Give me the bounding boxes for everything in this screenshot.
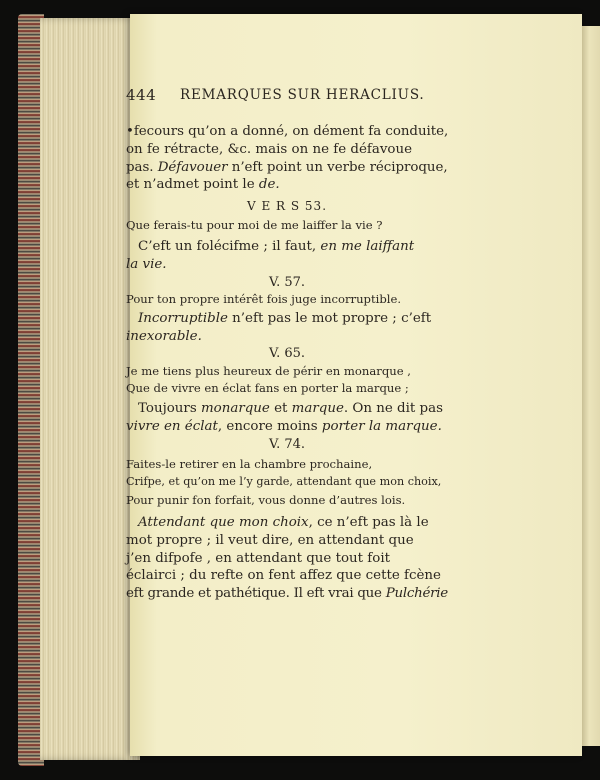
verse-line: [126, 216, 448, 234]
running-title: REMARQUES SUR HERACLIUS.: [180, 87, 425, 103]
text-run: V. 57.: [268, 275, 306, 290]
page-stack-edge: [40, 18, 140, 760]
italic-run: marque: [291, 401, 344, 416]
italic-run: inexorable.: [126, 329, 202, 344]
italic-run: de.: [258, 177, 280, 192]
text-line: [126, 328, 448, 346]
text-run: V. 74.: [268, 437, 306, 452]
verse-line: [126, 491, 448, 509]
text-run: Que ferais-tu pour moi de me laiffer la vie ?: [126, 218, 383, 232]
text-run: Que de vivre en éclat fans en porter la marque ;: [126, 381, 409, 395]
text-line: [126, 418, 448, 436]
text-run: éclairci ; du refte on fent affez que cette fcène: [126, 568, 441, 583]
text-run: Pour punir fon forfait, vous donne d’autres lois.: [126, 493, 406, 507]
text-run: on fe rétracte, &c. mais on ne fe défavoue: [126, 142, 413, 157]
text-run: eft grande et pathétique. Il eft vrai que: [126, 586, 386, 601]
text-run: Je me tiens plus heureux de périr en monarque ,: [126, 364, 411, 378]
italic-run: Pulchérie: [385, 586, 448, 601]
text-line: [126, 141, 448, 159]
text-run: , encore moins: [217, 419, 322, 434]
italic-run: vivre en éclat: [126, 419, 218, 434]
text-run: j’en difpofe , en attendant que tout foit: [126, 551, 390, 566]
italic-run: Attendant que mon choix: [138, 515, 309, 530]
text-run: Toujours: [138, 401, 201, 416]
italic-run: Incorruptible: [138, 311, 228, 326]
text-line: [126, 567, 448, 585]
verse-line: [126, 379, 448, 397]
text-run: V E R S 53.: [246, 199, 328, 213]
italic-run: en me laiffant: [320, 239, 415, 254]
verse-line: [126, 473, 448, 491]
verse-line: [126, 362, 448, 380]
text-run: Faites-le retirer en la chambre prochaine,: [126, 457, 373, 471]
text-run: mot propre ; il veut dire, en attendant que: [126, 533, 414, 548]
text-line: [138, 310, 448, 328]
running-header: [126, 86, 448, 106]
italic-run: la vie.: [126, 257, 167, 272]
page-number: 444: [126, 86, 157, 104]
text-line: [138, 238, 448, 256]
italic-run: porter la marque.: [321, 419, 442, 434]
text-line: [138, 400, 448, 418]
text-run: n’eft pas le mot propre ; c’eft: [227, 311, 432, 326]
text-run: et: [269, 401, 292, 416]
text-line: [126, 176, 448, 194]
text-run: Crifpe, et qu’on me l’y garde, attendant que mon choix,: [126, 475, 442, 488]
verse-heading: [126, 436, 448, 454]
verse-line: [126, 290, 448, 308]
text-run: •fecours qu’on a donné, on dément fa conduite,: [126, 124, 449, 139]
text-line: [126, 123, 448, 141]
text-line: [126, 585, 448, 603]
text-run: et n’admet point le: [126, 177, 259, 192]
verse-heading: [126, 197, 448, 215]
facing-page-edge: [582, 26, 600, 746]
text-line: [126, 550, 448, 568]
text-run: , ce n’eft pas là le: [308, 515, 429, 530]
text-run: V. 65.: [268, 346, 306, 361]
verse-line: [126, 455, 448, 473]
text-run: . On ne dit pas: [343, 401, 443, 416]
text-line: [138, 514, 448, 532]
text-run: n’eft point un verbe réciproque,: [227, 160, 448, 175]
text-line: [126, 532, 448, 550]
text-run: pas.: [126, 160, 158, 175]
text-run: Pour ton propre intérêt fois juge incorruptible.: [126, 292, 402, 306]
text-line: [126, 159, 448, 177]
text-run: C’eft un folécifme ; il faut,: [138, 239, 321, 254]
italic-run: monarque: [200, 401, 270, 416]
italic-run: Défavouer: [157, 160, 228, 175]
verse-heading: [126, 345, 448, 363]
text-line: [126, 256, 448, 274]
